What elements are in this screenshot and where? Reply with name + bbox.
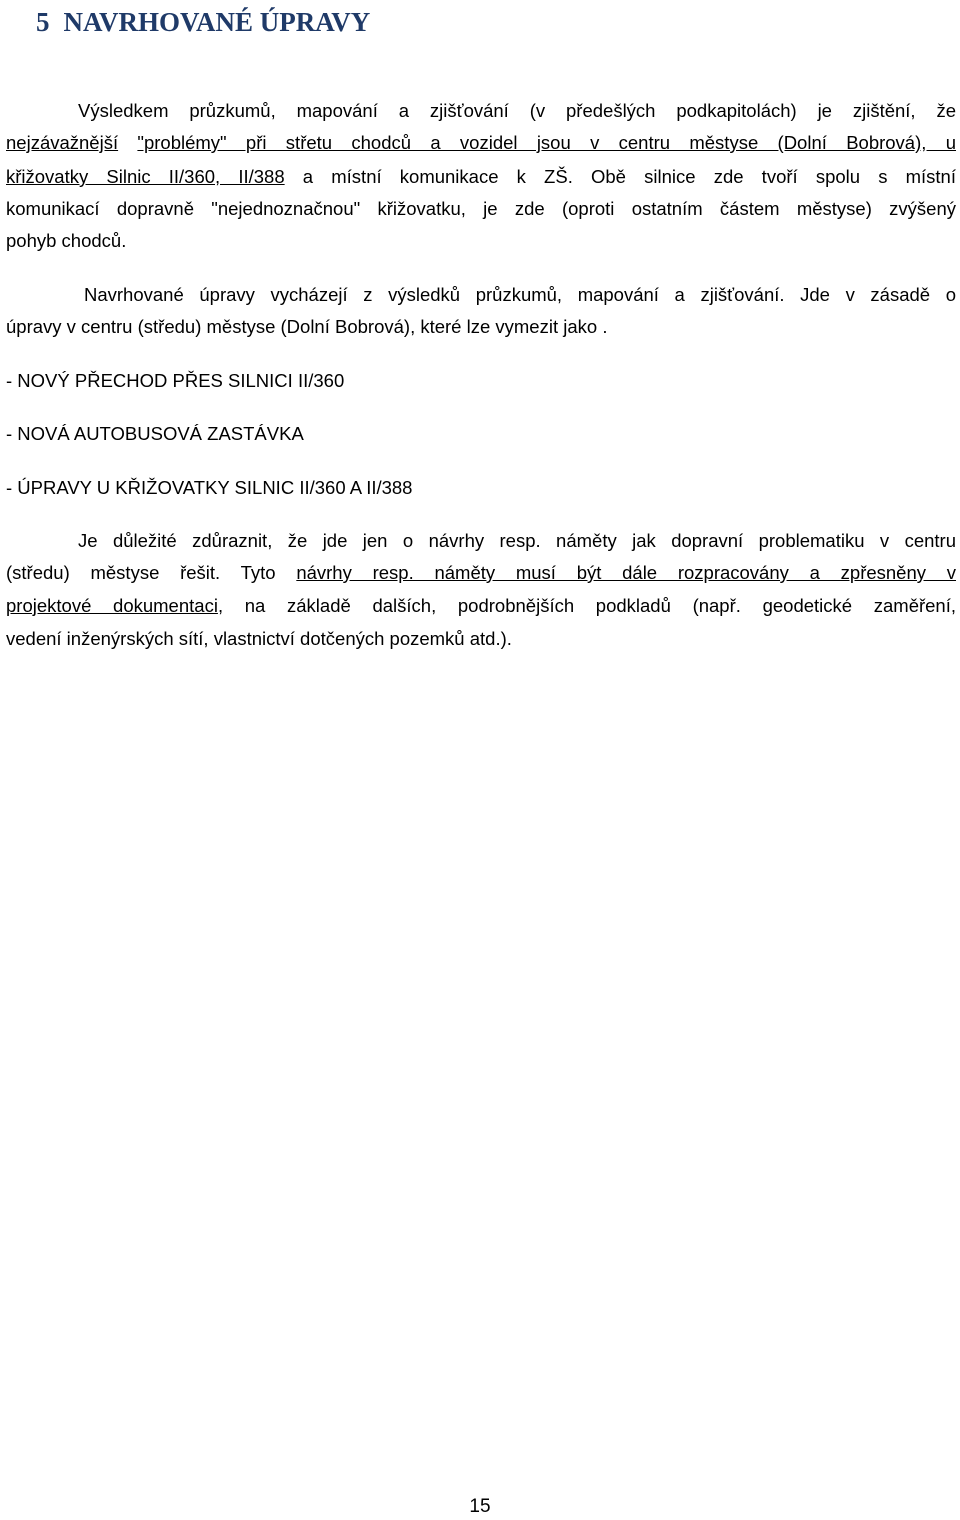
section-heading <box>36 4 370 40</box>
paragraph-1-line-1: Výsledkem průzkumů, mapování a zjišťování (v předešlých podkapitolách) je zjištění, že <box>78 100 956 121</box>
section-number: 5 <box>36 7 50 37</box>
paragraph-3-line-2 <box>6 560 956 586</box>
underlined-text: křižovatky Silnic II/360, II/388 <box>6 166 285 187</box>
paragraph-1-line-4: komunikací dopravně "nejednoznačnou" křižovatku, je zde (oproti ostatním částem městyse) zvýšený <box>6 198 956 219</box>
paragraph-1-line-2 <box>6 130 956 156</box>
paragraph-1-line-3 <box>6 164 956 190</box>
list-item: - NOVÁ AUTOBUSOVÁ ZASTÁVKA <box>6 423 304 444</box>
paragraph-1-line-5: pohyb chodců. <box>6 230 127 251</box>
underlined-text: projektové dokumentaci <box>6 595 218 616</box>
list-item: - ÚPRAVY U KŘIŽOVATKY SILNIC II/360 A II/388 <box>6 477 413 498</box>
paragraph-3-line-3 <box>6 593 956 619</box>
text-segment: (středu) městyse řešit. Tyto <box>6 562 297 583</box>
underlined-text: návrhy resp. náměty musí být dále rozpracovány a zpřesněny v <box>296 562 956 583</box>
underlined-text: nejzávažnější <box>6 132 119 153</box>
paragraph-3-line-4: vedení inženýrských sítí, vlastnictví dotčených pozemků atd.). <box>6 628 512 649</box>
underlined-text: "problémy" při střetu chodců a vozidel jsou v centru městyse (Dolní Bobrová), u <box>137 132 956 153</box>
list-item: - NOVÝ PŘECHOD PŘES SILNICI II/360 <box>6 370 345 391</box>
paragraph-3-line-1: Je důležité zdůraznit, že jde jen o návrhy resp. náměty jak dopravní problematiku v centru <box>78 530 956 551</box>
paragraph-2-line-2: úpravy v centru (středu) městyse (Dolní Bobrová), které lze vymezit jako . <box>6 316 608 337</box>
text-segment: a místní komunikace k ZŠ. Obě silnice zde tvoří spolu s místní <box>284 166 956 187</box>
paragraph-2-line-1: Navrhované úpravy vycházejí z výsledků průzkumů, mapování a zjišťování. Jde v zásadě o <box>84 284 956 305</box>
text-segment: , na základě dalších, podrobnějších podkladů (např. geodetické zaměření, <box>217 595 956 616</box>
page-number: 15 <box>469 1496 491 1517</box>
section-title: NAVRHOVANÉ ÚPRAVY <box>63 7 371 37</box>
